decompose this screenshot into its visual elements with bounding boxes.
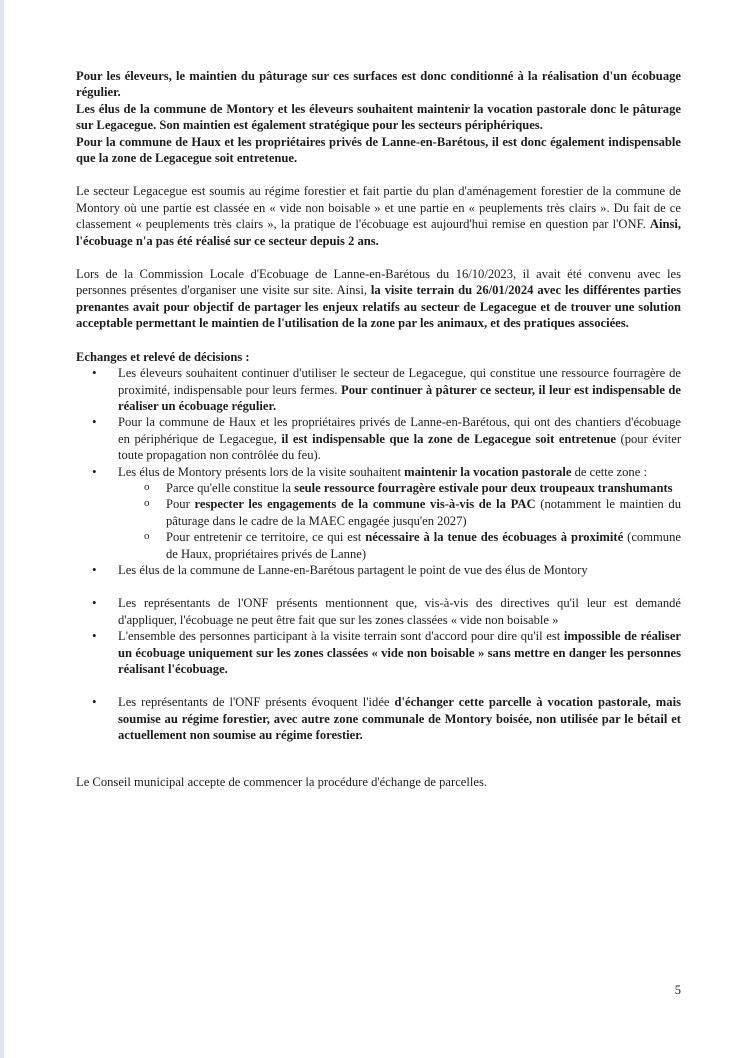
intro-paragraph-2: Les élus de la commune de Montory et les éleveurs souhaitent maintenir la vocation pastorale donc le pâturage sur Legacegue. Son maintien est également stratégique pour les secteurs périphériques. [76,101,681,133]
list-item: • Les élus de la commune de Lanne-en-Barétous partagent le point de vue des élus de Montory [118,562,681,578]
commission-paragraph: Lors de la Commission Locale d'Ecobuage de Lanne-en-Barétous du 16/10/2023, il avait été convenu avec les personnes présentes d'organiser une visite sur site. Ainsi, la visite terrain du 26/01/2024 avec les différentes parties prenantes avait pour objectif de partager les enjeux relatifs au secteur de Legacegue et de trouver une solution acceptable permettant le maintien de l'utilisation de la zone par les animaux, et des pratiques associées. [76,267,681,331]
list-item: • Pour la commune de Haux et les propriétaires privés de Lanne-en-Barétous, qui ont des chantiers d'écobuage en périphérique de Legacegue, il est indispensable que la zone de Legacegue soit entretenue (pour éviter toute propagation non contrôlée du feu). [118,414,681,463]
decisions-list [76,365,681,744]
sub-list-item: o Parce qu'elle constitue la seule ressource fourragère estivale pour deux troupeaux transhumants [166,480,681,496]
list-item: • Les représentants de l'ONF présents évoquent l'idée d'échanger cette parcelle à vocation pastorale, mais soumise au régime forestier, avec autre zone communale de Montory boisée, non utilisée par le bétail et actuellement non soumise au régime forestier. [118,694,681,743]
conclusion-paragraph: Le Conseil municipal accepte de commencer la procédure d'échange de parcelles. [76,774,488,789]
decisions-heading: Echanges et relevé de décisions : [76,349,250,364]
list-item: • Les éleveurs souhaitent continuer d'utiliser le secteur de Legacegue, qui constitue une ressource fourragère de proximité, indispensable pour leurs fermes. Pour continuer à pâturer ce secteur, il leur est indispensable de réaliser un écobuage régulier. [118,365,681,414]
list-item: • Les représentants de l'ONF présents mentionnent que, vis-à-vis des directives qu'il leur est demandé d'appliquer, l'écobuage ne peut être fait que sur les zones classées « vide non boisable » [118,595,681,628]
sub-list-item: o Pour respecter les engagements de la commune vis-à-vis de la PAC (notamment le maintien du pâturage dans le cadre de la MAEC engagée jusqu'en 2027) [166,496,681,529]
sub-list [118,480,681,562]
list-item: • L'ensemble des personnes participant à la visite terrain sont d'accord pour dire qu'il est impossible de réaliser un écobuage uniquement sur les zones classées « vide non boisable » sans mettre en danger les personnes réalisant l'écobuage. [118,628,681,677]
intro-paragraph-3: Pour la commune de Haux et les propriétaires privés de Lanne-en-Barétous, il est donc également indispensable que la zone de Legacegue soit entretenue. [76,134,681,166]
intro-paragraph-1: Pour les éleveurs, le maintien du pâturage sur ces surfaces est donc conditionné à la réalisation d'un écobuage régulier. [76,69,681,100]
forest-regime-paragraph: Le secteur Legacegue est soumis au régime forestier et fait partie du plan d'aménagement forestier de la commune de Montory où une partie est classée en « vide non boisable » et une partie en « peuplements très clairs ». Du fait de ce classement « peuplements très clairs », la pratique de l'écobuage est aujourd'hui remise en question par l'ONF. Ainsi, l'écobuage n'a pas été réalisé sur ce secteur depuis 2 ans. [76,184,681,248]
sub-list-item: o Pour entretenir ce territoire, ce qui est nécessaire à la tenue des écobuages à proximité (commune de Haux, propriétaires privés de Lanne) [166,529,681,562]
list-item: • Les élus de Montory présents lors de la visite souhaitent maintenir la vocation pastorale de cette zone : o Parce qu'elle constitue la seule ressource fourragère estivale pour deux troupeaux transhumants o Pour respecter les engagements de la commune vis-à-vis de la PAC (notamment le maintien du pâturage dans le cadre de la MAEC engagée jusqu'en 2027) o Pour entretenir ce territoire, ce qui est nécessaire à la tenue des écobuages à proximité (commune de Haux, propriétaires privés de Lanne) [118,464,681,562]
page-number: 5 [674,983,681,997]
